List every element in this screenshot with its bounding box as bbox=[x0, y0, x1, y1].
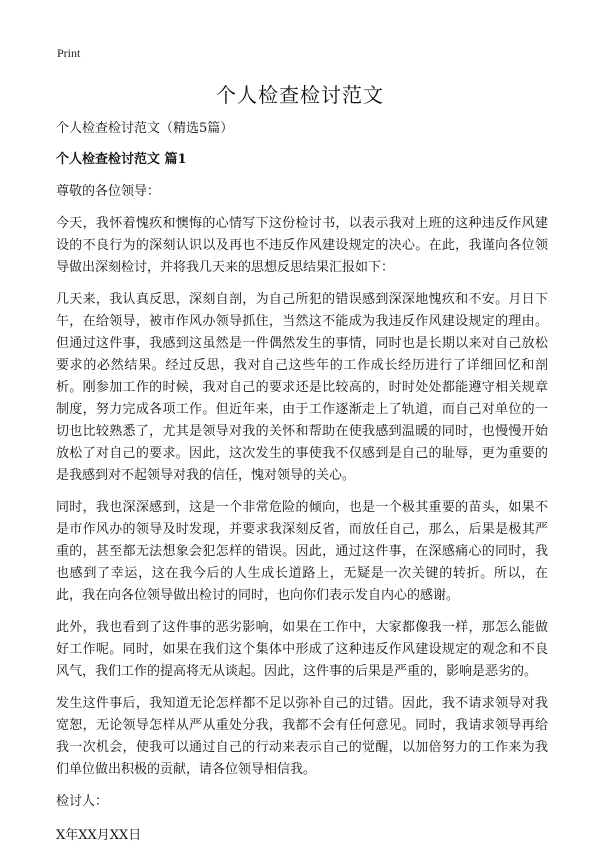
paragraph-1: 今天，我怀着愧疚和懊悔的心情写下这份检讨书，以表示我对上班的这种违反作风建设的不良行为的深刻认识以及再也不违反作风建设规定的决心。在此，我谨向各位领导做出深刻检讨，并将我几天来的思想反思结果汇报如下： bbox=[56, 216, 548, 275]
paragraph-5: 发生这件事后，我知道无论怎样都不足以弥补自己的过错。因此，我不请求领导对我宽恕，无论领导怎样从严从重处分我，我都不会有任何意见。同时，我请求领导再给我一次机会，使我可以通过自己的行动来表示自己的觉醒，以加倍努力的工作来为我们单位做出积极的贡献，请各位领导相信我。 bbox=[56, 696, 548, 777]
page-title: 个人检查检讨范文 bbox=[216, 83, 384, 107]
date-line: X年XX月XX日 bbox=[56, 828, 142, 843]
paragraph-3: 同时，我也深深感到，这是一个非常危险的倾向，也是一个极其重要的苗头，如果不是市作风办的领导及时发现，并要求我深刻反省，而放任自己，那么，后果是极其严重的，甚至都无法想象会犯怎样的错误。因此，通过这件事，在深感痛心的同时，我也感到了幸运，这在我今后的人生成长道路上，无疑是一次关键的转折。所以，在此，我在向各位领导做出检讨的同时，也向你们表示发自内心的感谢。 bbox=[56, 500, 548, 603]
section-heading: 个人检查检讨范文 篇1 bbox=[56, 152, 187, 167]
document-body bbox=[56, 118, 548, 847]
paragraph-4: 此外，我也看到了这件事的恶劣影响，如果在工作中，大家都像我一样，那怎么能做好工作呢。同时，如果在我们这个集体中形成了这种违反作风建设规定的观念和不良风气，我们工作的提高将无从谈起。因此，这件事的后果是严重的，影响是恶劣的。 bbox=[56, 620, 548, 679]
signature-label: 检讨人： bbox=[56, 794, 109, 809]
document-subtitle: 个人检查检讨范文（精选5篇） bbox=[56, 121, 234, 136]
greeting-line: 尊敬的各位领导： bbox=[56, 184, 161, 199]
print-link[interactable]: Print bbox=[57, 46, 81, 60]
paragraph-2: 几天来，我认真反思，深刻自剖，为自己所犯的错误感到深深地愧疚和不安。月日下午，在给领导，被市作风办领导抓住，当然这不能成为我违反作风建设规定的理由。但通过这件事，我感到这虽然是一件偶然发生的事情，同时也是长期以来对自己放松要求的必然结果。经过反思，我对自己这些年的工作成长经历进行了详细回忆和剖析。刚参加工作的时候，我对自己的要求还是比较高的，时时处处都能遵守相关规章制度，努力完成各项工作。但近年来，由于工作逐渐走上了轨道，而自己对单位的一切也比较熟悉了，尤其是领导对我的关怀和帮助在使我感到温暖的同时，也慢慢开始放松了对自己的要求。因此，这次发生的事使我不仅感到是自己的耻辱，更为重要的是我感到对不起领导对我的信任，愧对领导的关心。 bbox=[56, 292, 548, 483]
